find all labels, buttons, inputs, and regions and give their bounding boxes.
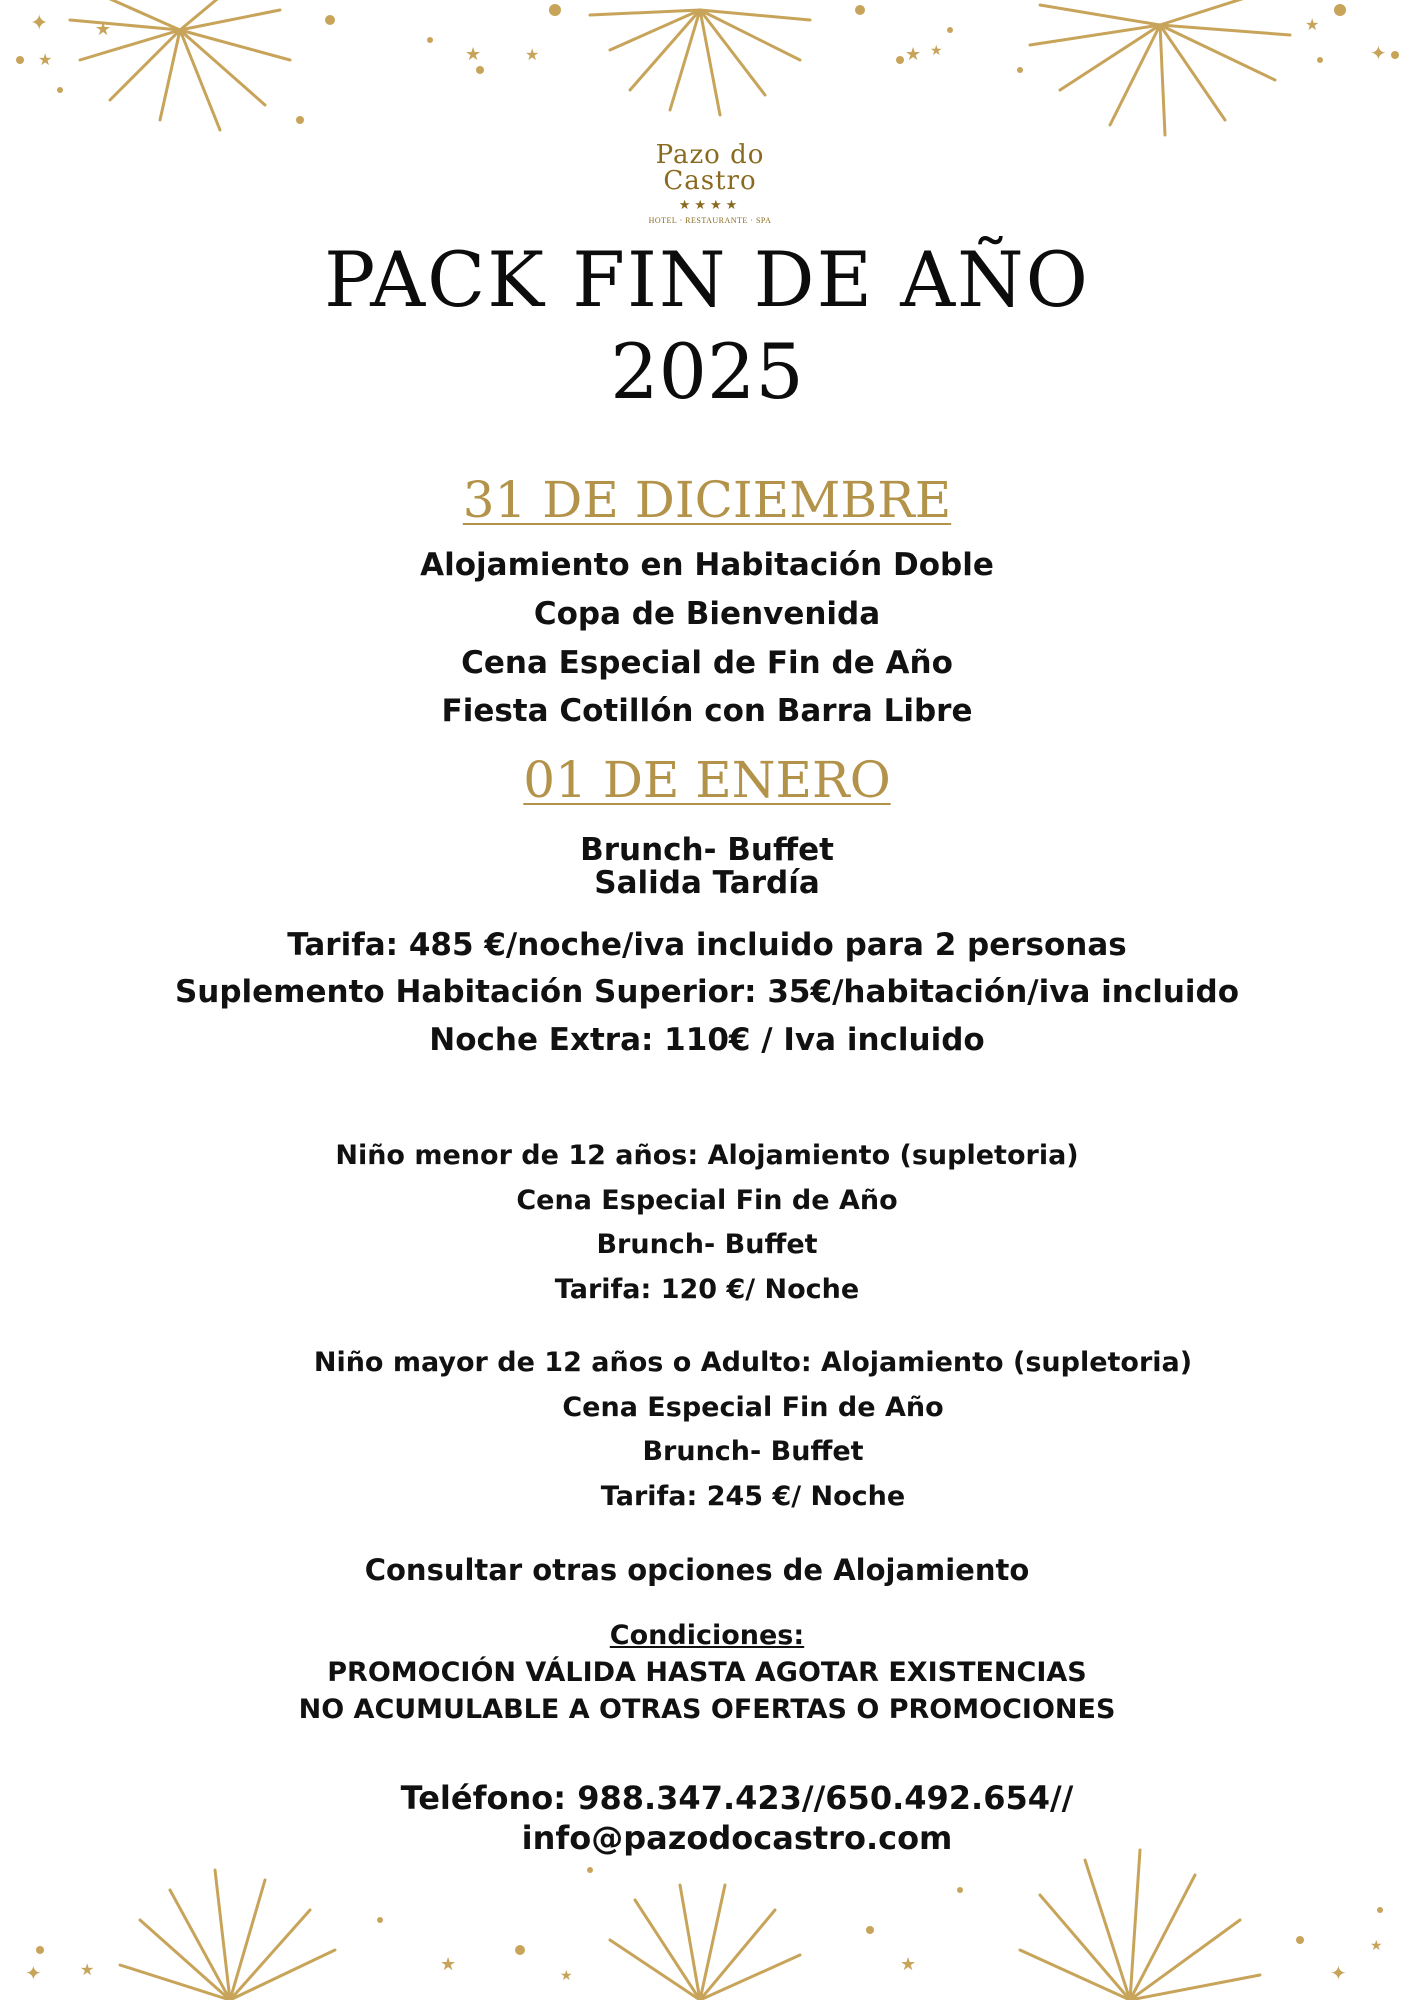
svg-text:★: ★ <box>560 1968 573 1984</box>
page-title-line1: PACK FIN DE AÑO <box>324 235 1090 324</box>
svg-text:★: ★ <box>465 44 482 65</box>
contact-phone: Teléfono: 988.347.423//650.492.654// <box>400 1779 1074 1817</box>
svg-text:★: ★ <box>80 1960 95 1979</box>
child-under12-line: Tarifa: 120 €/ Noche <box>554 1274 860 1305</box>
child-over12-line: Tarifa: 245 €/ Noche <box>600 1481 906 1512</box>
logo-subtitle: HOTEL · RESTAURANTE · SPA <box>648 216 772 225</box>
svg-text:★: ★ <box>900 1954 917 1975</box>
svg-text:★: ★ <box>525 45 540 64</box>
other-options-note: Consultar otras opciones de Alojamiento <box>364 1553 1030 1587</box>
rate-line: Tarifa: 485 €/noche/iva incluido para 2 personas <box>287 927 1127 963</box>
section-heading-jan01: 01 DE ENERO <box>523 751 891 809</box>
rate-line: Suplemento Habitación Superior: 35€/habitación/iva incluido <box>174 974 1240 1010</box>
jan01-item: Brunch- Buffet <box>580 832 834 868</box>
logo-wordmark: Pazo do Castro <box>655 140 765 196</box>
svg-text:★: ★ <box>930 43 943 59</box>
section-heading-dec31: 31 DE DICIEMBRE <box>462 471 952 529</box>
jan01-item: Salida Tardía <box>594 865 820 901</box>
svg-text:★: ★ <box>38 50 53 69</box>
child-under12-line: Niño menor de 12 años: Alojamiento (supletoria) <box>335 1140 1079 1171</box>
child-over12-line: Brunch- Buffet <box>642 1436 864 1467</box>
dec31-item: Fiesta Cotillón con Barra Libre <box>441 693 973 729</box>
conditions-heading: Condiciones: <box>609 1620 805 1651</box>
contact-email: info@pazodocastro.com <box>521 1819 953 1857</box>
svg-text:✦: ✦ <box>25 1961 42 1985</box>
svg-text:★: ★ <box>1305 15 1320 34</box>
child-over12-line: Niño mayor de 12 años o Adulto: Alojamiento (supletoria) <box>313 1347 1193 1378</box>
logo-stars: ★★★★ <box>678 198 742 213</box>
firework-burst-right <box>1030 0 1290 135</box>
hotel-logo <box>640 140 780 230</box>
rate-line: Noche Extra: 110€ / Iva incluido <box>429 1022 985 1058</box>
dec31-item: Alojamiento en Habitación Doble <box>420 547 994 583</box>
dec31-item: Cena Especial de Fin de Año <box>461 645 953 681</box>
child-over12-line: Cena Especial Fin de Año <box>562 1392 944 1423</box>
svg-text:✦: ✦ <box>30 11 49 36</box>
svg-text:★: ★ <box>440 1954 457 1975</box>
firework-burst-bottom-center <box>610 1885 800 2000</box>
fireworks-bottom-decoration <box>0 1800 1414 2000</box>
svg-text:✦: ✦ <box>1370 41 1387 65</box>
firework-burst-bottom-right <box>1020 1850 1260 2000</box>
conditions-line: PROMOCIÓN VÁLIDA HASTA AGOTAR EXISTENCIAS <box>327 1657 1087 1688</box>
svg-text:★: ★ <box>1370 1938 1383 1954</box>
child-under12-line: Cena Especial Fin de Año <box>516 1185 898 1216</box>
child-under12-line: Brunch- Buffet <box>596 1229 818 1260</box>
conditions-line: NO ACUMULABLE A OTRAS OFERTAS O PROMOCIONES <box>298 1694 1116 1725</box>
svg-text:★: ★ <box>95 19 112 40</box>
firework-burst-bottom-left <box>120 1870 335 2000</box>
svg-text:✦: ✦ <box>1330 1961 1347 1985</box>
dec31-item: Copa de Bienvenida <box>533 596 881 632</box>
svg-text:★: ★ <box>905 44 922 65</box>
page-title-line2: 2025 <box>610 327 804 416</box>
firework-burst-center <box>590 10 810 115</box>
